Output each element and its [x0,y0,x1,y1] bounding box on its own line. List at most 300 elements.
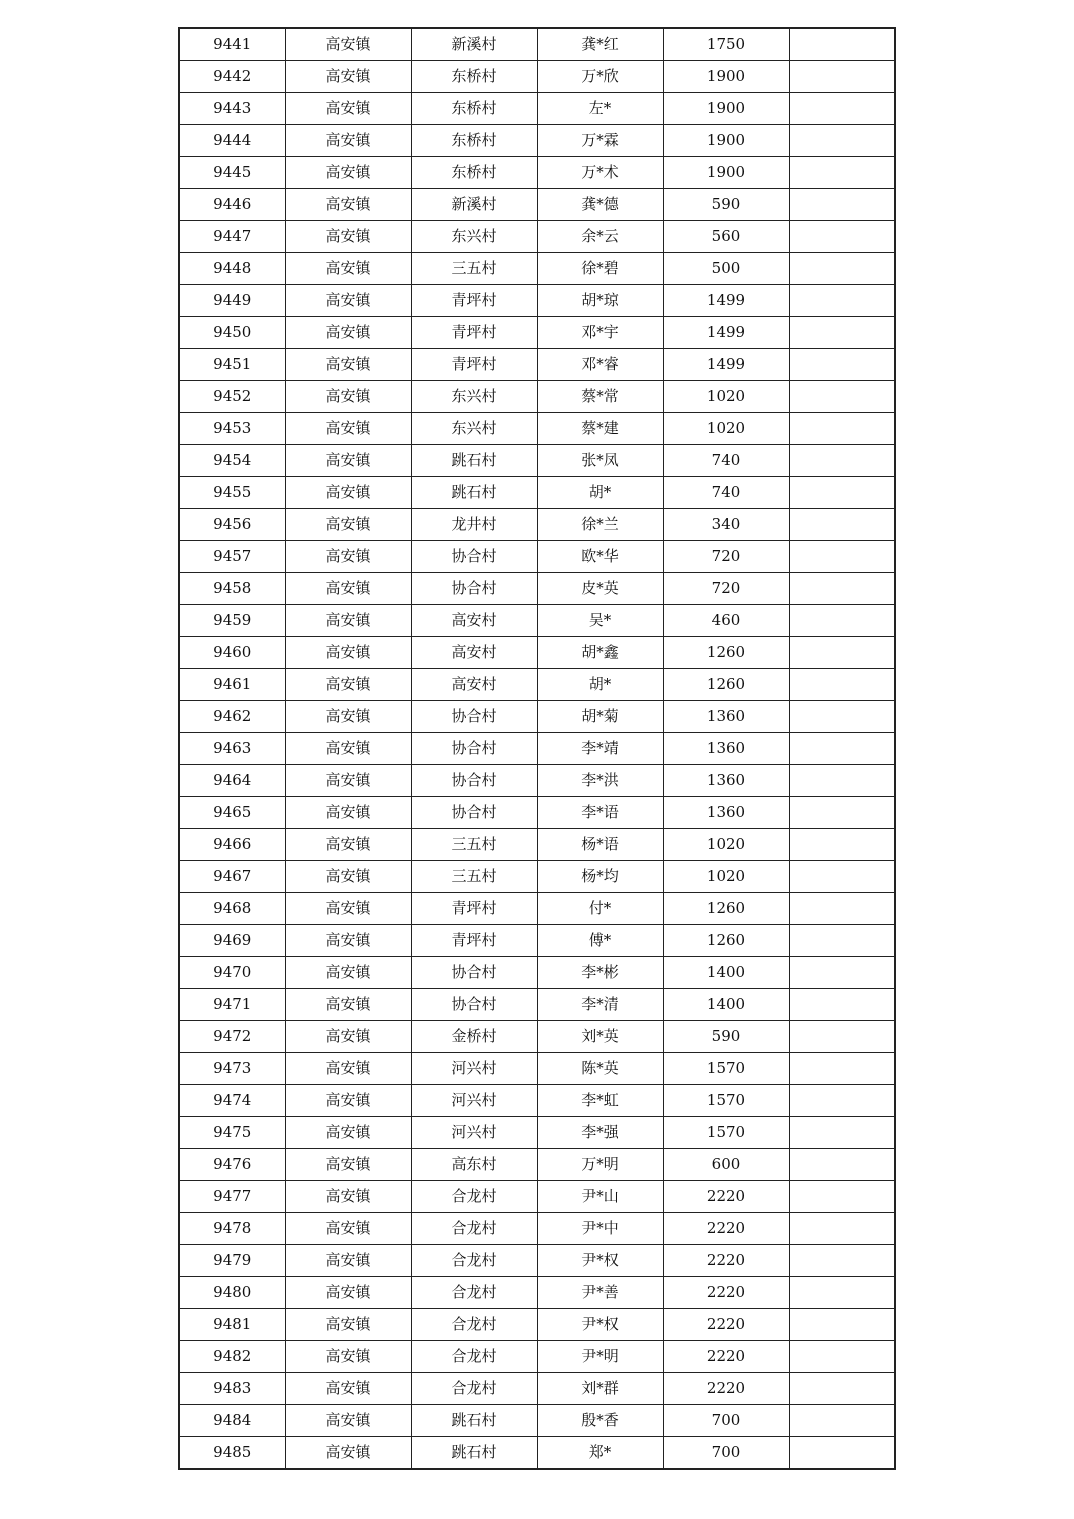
row-id-cell: 9455 [179,477,285,509]
note-cell [789,701,895,733]
name-cell: 尹*权 [537,1309,663,1341]
town-cell: 高安镇 [285,1309,411,1341]
name-cell: 万*欣 [537,61,663,93]
village-cell: 三五村 [411,861,537,893]
town-cell: 高安镇 [285,1277,411,1309]
town-cell: 高安镇 [285,28,411,61]
amount-cell: 700 [663,1437,789,1470]
town-cell: 高安镇 [285,413,411,445]
name-cell: 蔡*建 [537,413,663,445]
row-id-cell: 9461 [179,669,285,701]
village-cell: 河兴村 [411,1085,537,1117]
amount-cell: 1570 [663,1117,789,1149]
row-id-cell: 9477 [179,1181,285,1213]
table-body [179,28,895,1469]
note-cell [789,61,895,93]
row-id-cell: 9468 [179,893,285,925]
name-cell: 万*明 [537,1149,663,1181]
note-cell [789,28,895,61]
town-cell: 高安镇 [285,157,411,189]
town-cell: 高安镇 [285,637,411,669]
table-row [179,61,895,93]
name-cell: 左* [537,93,663,125]
amount-cell: 720 [663,541,789,573]
table-row [179,1245,895,1277]
name-cell: 李*虹 [537,1085,663,1117]
town-cell: 高安镇 [285,93,411,125]
village-cell: 三五村 [411,253,537,285]
note-cell [789,125,895,157]
table-row [179,157,895,189]
amount-cell: 1900 [663,157,789,189]
table-row [179,1309,895,1341]
village-cell: 高东村 [411,1149,537,1181]
table-row [179,381,895,413]
table-row [179,925,895,957]
note-cell [789,573,895,605]
row-id-cell: 9478 [179,1213,285,1245]
table-row [179,93,895,125]
village-cell: 协合村 [411,957,537,989]
note-cell [789,957,895,989]
amount-cell: 1360 [663,701,789,733]
amount-cell: 1360 [663,765,789,797]
village-cell: 青坪村 [411,317,537,349]
town-cell: 高安镇 [285,317,411,349]
amount-cell: 1900 [663,125,789,157]
row-id-cell: 9473 [179,1053,285,1085]
amount-cell: 720 [663,573,789,605]
name-cell: 胡*琼 [537,285,663,317]
row-id-cell: 9479 [179,1245,285,1277]
amount-cell: 1499 [663,285,789,317]
row-id-cell: 9462 [179,701,285,733]
note-cell [789,1149,895,1181]
village-cell: 协合村 [411,541,537,573]
amount-cell: 740 [663,445,789,477]
village-cell: 东兴村 [411,413,537,445]
row-id-cell: 9474 [179,1085,285,1117]
note-cell [789,445,895,477]
name-cell: 尹*山 [537,1181,663,1213]
row-id-cell: 9442 [179,61,285,93]
table-row [179,1277,895,1309]
note-cell [789,1373,895,1405]
village-cell: 东兴村 [411,221,537,253]
note-cell [789,637,895,669]
table-row [179,541,895,573]
name-cell: 李*靖 [537,733,663,765]
village-cell: 协合村 [411,765,537,797]
name-cell: 张*凤 [537,445,663,477]
name-cell: 胡* [537,477,663,509]
table-row [179,1341,895,1373]
village-cell: 协合村 [411,989,537,1021]
row-id-cell: 9453 [179,413,285,445]
amount-cell: 1900 [663,61,789,93]
row-id-cell: 9464 [179,765,285,797]
table-row [179,1149,895,1181]
amount-cell: 590 [663,189,789,221]
village-cell: 河兴村 [411,1117,537,1149]
name-cell: 尹*善 [537,1277,663,1309]
table-row [179,125,895,157]
name-cell: 吴* [537,605,663,637]
row-id-cell: 9470 [179,957,285,989]
name-cell: 郑* [537,1437,663,1470]
amount-cell: 340 [663,509,789,541]
name-cell: 付* [537,893,663,925]
row-id-cell: 9454 [179,445,285,477]
town-cell: 高安镇 [285,989,411,1021]
village-cell: 龙井村 [411,509,537,541]
note-cell [789,189,895,221]
note-cell [789,1117,895,1149]
amount-cell: 1570 [663,1053,789,1085]
row-id-cell: 9451 [179,349,285,381]
village-cell: 高安村 [411,669,537,701]
amount-cell: 2220 [663,1341,789,1373]
name-cell: 殷*香 [537,1405,663,1437]
amount-cell: 2220 [663,1309,789,1341]
name-cell: 欧*华 [537,541,663,573]
town-cell: 高安镇 [285,1405,411,1437]
table-row [179,989,895,1021]
village-cell: 青坪村 [411,349,537,381]
village-cell: 青坪村 [411,893,537,925]
town-cell: 高安镇 [285,957,411,989]
note-cell [789,1309,895,1341]
amount-cell: 2220 [663,1181,789,1213]
row-id-cell: 9480 [179,1277,285,1309]
note-cell [789,541,895,573]
name-cell: 陈*英 [537,1053,663,1085]
table-row [179,1437,895,1470]
table-row [179,189,895,221]
town-cell: 高安镇 [285,1053,411,1085]
amount-cell: 1400 [663,989,789,1021]
note-cell [789,925,895,957]
note-cell [789,1277,895,1309]
amount-cell: 1750 [663,28,789,61]
village-cell: 高安村 [411,637,537,669]
village-cell: 合龙村 [411,1309,537,1341]
amount-cell: 1570 [663,1085,789,1117]
row-id-cell: 9484 [179,1405,285,1437]
name-cell: 刘*英 [537,1021,663,1053]
table-row [179,893,895,925]
row-id-cell: 9446 [179,189,285,221]
note-cell [789,829,895,861]
village-cell: 跳石村 [411,1437,537,1470]
town-cell: 高安镇 [285,125,411,157]
note-cell [789,669,895,701]
name-cell: 尹*权 [537,1245,663,1277]
town-cell: 高安镇 [285,381,411,413]
table-row [179,669,895,701]
name-cell: 尹*明 [537,1341,663,1373]
name-cell: 万*霖 [537,125,663,157]
town-cell: 高安镇 [285,797,411,829]
table-row [179,413,895,445]
name-cell: 李*洪 [537,765,663,797]
amount-cell: 1020 [663,829,789,861]
name-cell: 徐*兰 [537,509,663,541]
row-id-cell: 9471 [179,989,285,1021]
note-cell [789,349,895,381]
row-id-cell: 9463 [179,733,285,765]
name-cell: 李*清 [537,989,663,1021]
village-cell: 合龙村 [411,1277,537,1309]
table-row [179,605,895,637]
town-cell: 高安镇 [285,861,411,893]
table-row [179,509,895,541]
town-cell: 高安镇 [285,189,411,221]
row-id-cell: 9465 [179,797,285,829]
village-cell: 新溪村 [411,189,537,221]
town-cell: 高安镇 [285,221,411,253]
note-cell [789,93,895,125]
table-row [179,285,895,317]
row-id-cell: 9458 [179,573,285,605]
amount-cell: 1499 [663,317,789,349]
table-row [179,1373,895,1405]
name-cell: 徐*碧 [537,253,663,285]
village-cell: 金桥村 [411,1021,537,1053]
village-cell: 高安村 [411,605,537,637]
note-cell [789,1053,895,1085]
village-cell: 三五村 [411,829,537,861]
row-id-cell: 9445 [179,157,285,189]
table-row [179,829,895,861]
note-cell [789,1181,895,1213]
name-cell: 李*强 [537,1117,663,1149]
note-cell [789,381,895,413]
row-id-cell: 9475 [179,1117,285,1149]
row-id-cell: 9483 [179,1373,285,1405]
note-cell [789,861,895,893]
table-row [179,1213,895,1245]
village-cell: 合龙村 [411,1341,537,1373]
table-row [179,317,895,349]
amount-cell: 1499 [663,349,789,381]
name-cell: 胡*菊 [537,701,663,733]
town-cell: 高安镇 [285,1373,411,1405]
town-cell: 高安镇 [285,1021,411,1053]
row-id-cell: 9472 [179,1021,285,1053]
amount-cell: 1020 [663,861,789,893]
amount-cell: 500 [663,253,789,285]
row-id-cell: 9444 [179,125,285,157]
amount-cell: 1260 [663,925,789,957]
name-cell: 皮*英 [537,573,663,605]
name-cell: 万*术 [537,157,663,189]
amount-cell: 700 [663,1405,789,1437]
name-cell: 蔡*常 [537,381,663,413]
town-cell: 高安镇 [285,829,411,861]
village-cell: 新溪村 [411,28,537,61]
name-cell: 邓*宇 [537,317,663,349]
amount-cell: 2220 [663,1245,789,1277]
table-row [179,765,895,797]
amount-cell: 1900 [663,93,789,125]
village-cell: 东桥村 [411,157,537,189]
note-cell [789,1341,895,1373]
name-cell: 邓*睿 [537,349,663,381]
town-cell: 高安镇 [285,1341,411,1373]
town-cell: 高安镇 [285,573,411,605]
name-cell: 胡* [537,669,663,701]
row-id-cell: 9460 [179,637,285,669]
town-cell: 高安镇 [285,669,411,701]
table-row [179,637,895,669]
village-cell: 合龙村 [411,1373,537,1405]
table-row [179,28,895,61]
amount-cell: 1020 [663,381,789,413]
name-cell: 胡*鑫 [537,637,663,669]
town-cell: 高安镇 [285,1245,411,1277]
note-cell [789,893,895,925]
amount-cell: 2220 [663,1213,789,1245]
note-cell [789,765,895,797]
row-id-cell: 9449 [179,285,285,317]
table-row [179,733,895,765]
table-row [179,445,895,477]
note-cell [789,1405,895,1437]
amount-cell: 1400 [663,957,789,989]
row-id-cell: 9476 [179,1149,285,1181]
town-cell: 高安镇 [285,765,411,797]
table-row [179,1021,895,1053]
note-cell [789,477,895,509]
town-cell: 高安镇 [285,925,411,957]
village-cell: 青坪村 [411,285,537,317]
row-id-cell: 9450 [179,317,285,349]
village-cell: 青坪村 [411,925,537,957]
village-cell: 东桥村 [411,61,537,93]
name-cell: 傅* [537,925,663,957]
village-cell: 合龙村 [411,1213,537,1245]
amount-cell: 1360 [663,797,789,829]
note-cell [789,253,895,285]
amount-cell: 1260 [663,893,789,925]
town-cell: 高安镇 [285,509,411,541]
row-id-cell: 9452 [179,381,285,413]
town-cell: 高安镇 [285,541,411,573]
table-row [179,253,895,285]
row-id-cell: 9459 [179,605,285,637]
amount-cell: 600 [663,1149,789,1181]
table-row [179,1085,895,1117]
amount-cell: 1020 [663,413,789,445]
note-cell [789,733,895,765]
town-cell: 高安镇 [285,1085,411,1117]
table-row [179,573,895,605]
town-cell: 高安镇 [285,733,411,765]
table-row [179,1181,895,1213]
name-cell: 杨*语 [537,829,663,861]
town-cell: 高安镇 [285,253,411,285]
village-cell: 协合村 [411,701,537,733]
town-cell: 高安镇 [285,1437,411,1470]
table-row [179,477,895,509]
row-id-cell: 9481 [179,1309,285,1341]
row-id-cell: 9466 [179,829,285,861]
row-id-cell: 9441 [179,28,285,61]
village-cell: 东桥村 [411,125,537,157]
town-cell: 高安镇 [285,285,411,317]
table-row [179,349,895,381]
note-cell [789,317,895,349]
amount-cell: 590 [663,1021,789,1053]
row-id-cell: 9467 [179,861,285,893]
name-cell: 李*语 [537,797,663,829]
note-cell [789,413,895,445]
name-cell: 刘*群 [537,1373,663,1405]
amount-cell: 1260 [663,669,789,701]
amount-cell: 740 [663,477,789,509]
note-cell [789,1085,895,1117]
table-row [179,797,895,829]
table-row [179,221,895,253]
town-cell: 高安镇 [285,605,411,637]
name-cell: 龚*德 [537,189,663,221]
row-id-cell: 9457 [179,541,285,573]
name-cell: 余*云 [537,221,663,253]
village-cell: 东桥村 [411,93,537,125]
village-cell: 跳石村 [411,445,537,477]
amount-cell: 1360 [663,733,789,765]
row-id-cell: 9443 [179,93,285,125]
note-cell [789,1021,895,1053]
village-cell: 跳石村 [411,1405,537,1437]
amount-cell: 560 [663,221,789,253]
table-row [179,861,895,893]
village-cell: 协合村 [411,733,537,765]
amount-cell: 1260 [663,637,789,669]
note-cell [789,605,895,637]
village-cell: 协合村 [411,573,537,605]
row-id-cell: 9482 [179,1341,285,1373]
town-cell: 高安镇 [285,61,411,93]
town-cell: 高安镇 [285,893,411,925]
name-cell: 杨*均 [537,861,663,893]
town-cell: 高安镇 [285,445,411,477]
name-cell: 尹*中 [537,1213,663,1245]
row-id-cell: 9447 [179,221,285,253]
table-row [179,1053,895,1085]
table-row [179,1405,895,1437]
row-id-cell: 9485 [179,1437,285,1470]
amount-cell: 2220 [663,1373,789,1405]
town-cell: 高安镇 [285,1149,411,1181]
town-cell: 高安镇 [285,477,411,509]
town-cell: 高安镇 [285,1181,411,1213]
name-cell: 李*彬 [537,957,663,989]
note-cell [789,285,895,317]
row-id-cell: 9456 [179,509,285,541]
table-row [179,957,895,989]
note-cell [789,1213,895,1245]
row-id-cell: 9448 [179,253,285,285]
name-cell: 龚*红 [537,28,663,61]
data-table [178,27,896,1470]
note-cell [789,1437,895,1470]
note-cell [789,1245,895,1277]
note-cell [789,509,895,541]
village-cell: 合龙村 [411,1181,537,1213]
amount-cell: 2220 [663,1277,789,1309]
